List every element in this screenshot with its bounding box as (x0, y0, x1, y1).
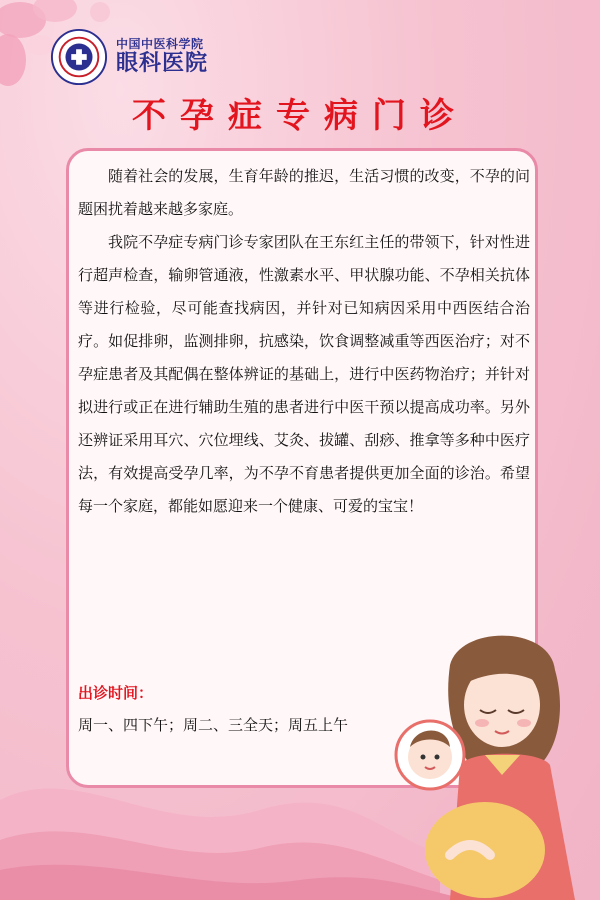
pregnant-mother-illustration (390, 625, 600, 900)
hospital-name: 眼科医院 (116, 50, 209, 76)
schedule-label: 出诊时间： (78, 684, 154, 702)
schedule-times: 周一、四下午；周二、三全天；周五上午 (78, 716, 349, 734)
page-title: 不孕症专病门诊 (132, 96, 468, 136)
hospital-header (50, 28, 208, 86)
paragraph-intro: 随着社会的发展，生育年龄的推迟，生活习惯的改变，不孕的问题困扰着越来越多家庭。 (78, 167, 530, 218)
hospital-logo-icon (50, 28, 108, 86)
institution-name: 中国中医科学院 (116, 37, 204, 52)
paragraph-details: 我院不孕症专病门诊专家团队在王东红主任的带领下，针对性进行超声检查，输卵管通液，性激素水平、甲状腺功能、不孕相关抗体等进行检验，尽可能查找病因，并针对已知病因采用中西医结合治疗。如促排卵，监测排卵，抗感染，饮食调整减重等西医治疗；对不孕症患者及其配偶在整体辨证的基础上，进行中医药物治疗；并针对拟进行或正在进行辅助生殖的患者进行中医干预以提高成功率。另外还辨证采用耳穴、穴位埋线、艾灸、拔罐、刮痧、推拿等多种中医疗法，有效提高受孕几率，为不孕不育患者提供更加全面的诊治。希望每一个家庭，都能如愿迎来一个健康、可爱的宝宝！ (78, 233, 530, 515)
body-text (78, 160, 530, 523)
